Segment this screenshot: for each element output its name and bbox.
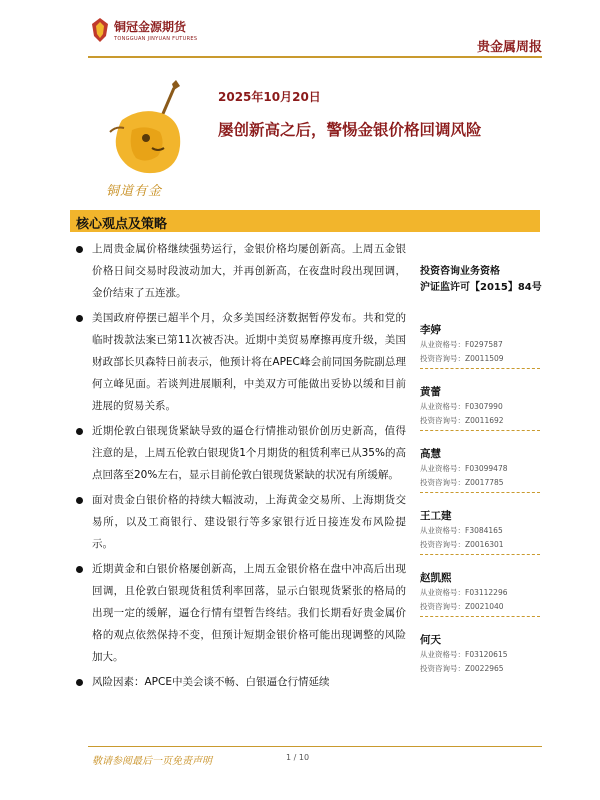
bullet-dot-icon	[76, 246, 83, 253]
analyst-card	[420, 570, 545, 617]
analyst-divider	[420, 492, 540, 493]
analyst-license: 从业资格号：F03112296	[420, 588, 508, 597]
footer-divider	[88, 746, 542, 747]
key-point	[76, 489, 406, 555]
report-type-label: 贵金属周报	[476, 40, 542, 55]
key-point-text: 上周贵金属价格继续强势运行，金银价格均屡创新高。上周五金银价格日间交易时段波动加大，并再创新高，在夜盘时段出现回调，金价结束了五连涨。	[92, 243, 406, 299]
analyst-card	[420, 322, 545, 369]
page-header	[0, 0, 600, 60]
analyst-advisory-id: 投资咨询号：Z0017785	[420, 478, 504, 487]
analyst-card	[420, 446, 545, 493]
analyst-name: 何天	[420, 634, 441, 646]
cert-line-2: 沪证监许可【2015】84号	[420, 282, 542, 293]
mascot-caption: 铜道有金	[106, 184, 163, 199]
analyst-license: 从业资格号：F0307990	[420, 402, 503, 411]
header-divider	[88, 56, 542, 58]
section-header	[70, 210, 540, 232]
key-point	[76, 420, 406, 486]
analyst-card	[420, 384, 545, 431]
analyst-advisory-id: 投资咨询号：Z0022965	[420, 664, 504, 673]
analyst-card	[420, 508, 545, 555]
logo-text-cn: 铜冠金源期货	[114, 20, 187, 34]
report-date: 2025年10月20日	[218, 90, 321, 104]
analyst-divider	[420, 616, 540, 617]
key-point	[76, 671, 406, 693]
key-point	[76, 307, 406, 417]
analyst-license: 从业资格号：F3084165	[420, 526, 503, 535]
analyst-name: 王工建	[420, 510, 452, 522]
key-point-text: 美国政府停摆已超半个月，众多美国经济数据暂停发布。共和党的临时拨款法案已第11次被否决。近期中美贸易摩擦再度升级，美国财政部长贝森特日前表示，他预计将在APEC峰会前同国务院副总理何立峰见面。若谈判进展顺利，中美双方可能做出妥协以缓和目前进展的贸易关系。	[92, 312, 406, 412]
bullet-dot-icon	[76, 679, 83, 686]
logo-text-en: TONGGUAN JINYUAN FUTURES	[114, 36, 198, 42]
disclaimer-note: 敬请参阅最后一页免责声明	[92, 756, 212, 767]
logo-emblem-icon	[88, 16, 112, 44]
cert-line-1: 投资咨询业务资格	[420, 266, 500, 277]
analyst-advisory-id: 投资咨询号：Z0021040	[420, 602, 504, 611]
certification-block	[420, 264, 545, 296]
key-point-text: 风险因素：APCE中美会谈不畅、白银逼仓行情延续	[92, 676, 330, 688]
key-points-list	[76, 238, 406, 696]
key-point-text: 近期伦敦白银现货紧缺导致的逼仓行情推动银价创历史新高，值得注意的是，上周五伦敦白银现货1个月期货的租赁利率已从35%的高点回落至20%左右，显示目前伦敦白银现货紧缺的状况有所缓解。	[92, 425, 406, 481]
analyst-divider	[420, 554, 540, 555]
page-number: 1 / 10	[286, 753, 310, 762]
analyst-license: 从业资格号：F03120615	[420, 650, 508, 659]
company-logo	[88, 14, 198, 50]
analyst-name: 赵凯熙	[420, 572, 452, 584]
report-title: 屡创新高之后，警惕金银价格回调风险	[218, 121, 482, 139]
analyst-name: 李婷	[420, 324, 441, 336]
analyst-advisory-id: 投资咨询号：Z0011509	[420, 354, 504, 363]
analyst-name: 高慧	[420, 448, 441, 460]
bullet-dot-icon	[76, 497, 83, 504]
section-title: 核心观点及策略	[76, 217, 168, 232]
analyst-advisory-id: 投资咨询号：Z0011692	[420, 416, 504, 425]
analyst-divider	[420, 430, 540, 431]
analyst-card	[420, 632, 545, 676]
key-point-text: 近期黄金和白银价格屡创新高，上周五金银价格在盘中冲高后出现回调，且伦敦白银现货租赁利率回落，显示白银现货紧张的格局的出现一定的缓解，逼仓行情有望暂告终结。我们长期看好贵金属价格的观点依然保持不变，但预计短期金银价格可能出现调整的风险加大。	[92, 563, 406, 663]
analyst-license: 从业资格号：F03099478	[420, 464, 508, 473]
bullet-dot-icon	[76, 428, 83, 435]
analyst-name: 黄蕾	[420, 386, 441, 398]
bullet-dot-icon	[76, 566, 83, 573]
analyst-advisory-id: 投资咨询号：Z0016301	[420, 540, 504, 549]
key-point	[76, 558, 406, 668]
bullet-dot-icon	[76, 315, 83, 322]
key-point-text: 面对贵金白银价格的持续大幅波动，上海黄金交易所、上海期货交易所，以及工商银行、建设银行等多家银行近日接连发布风险提示。	[92, 494, 406, 550]
key-point	[76, 238, 406, 304]
analyst-license: 从业资格号：F0297587	[420, 340, 503, 349]
analyst-divider	[420, 368, 540, 369]
